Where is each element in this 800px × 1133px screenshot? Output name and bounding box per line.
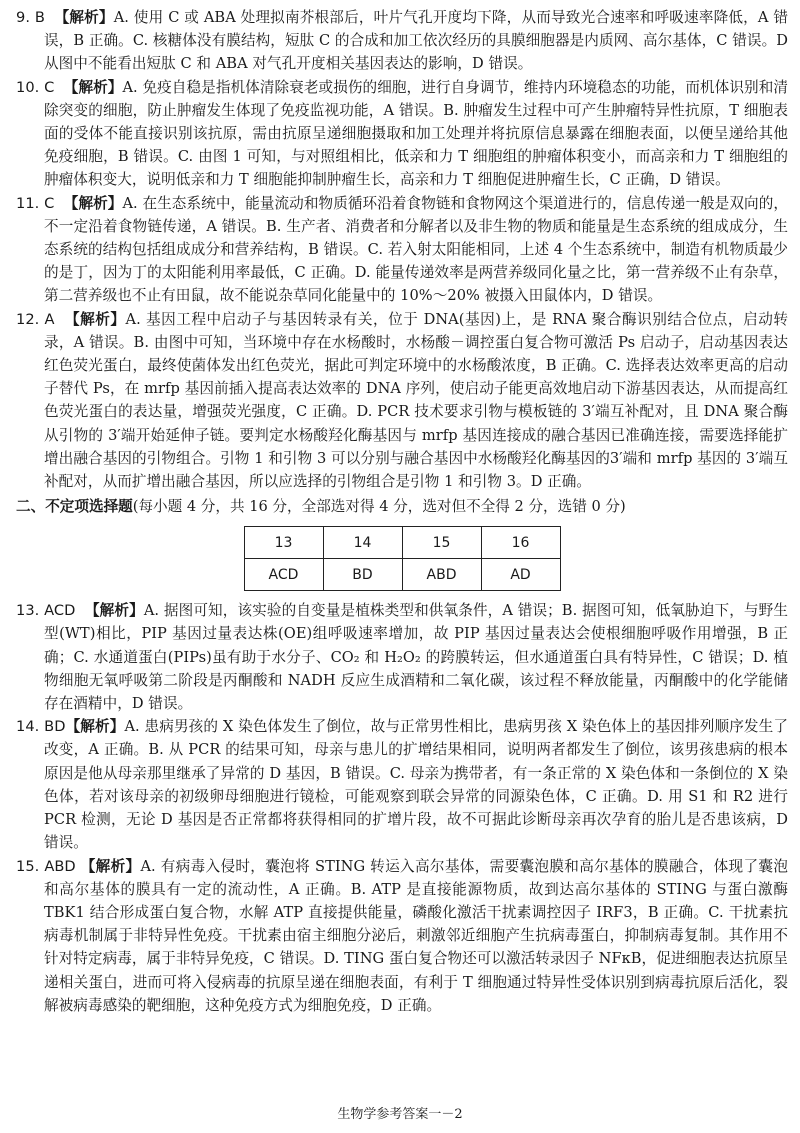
item-number: 12. A — [16, 310, 55, 328]
answer-document — [16, 6, 788, 1017]
section-heading — [16, 495, 788, 518]
analysis-tag: 【解析】 — [80, 857, 141, 875]
analysis-text: A. 在生态系统中，能量流动和物质循环沿着食物链和食物网这个渠道进行的，信息传递一般是双向的，不一定沿着食物链传递，A 错误。B. 生产者、消费者和分解者以及非生物的物质和能量是生态系统的组成成分，生态系统的结构包括组成成分和营养结构，B 错误。C. 若入射太阳能相同，上述 4 个生态系统中，制造有机物质最少的是丁，因为丁的太阳能利用率最低，C 正确。D. 能量传递效率是两营养级同化量之比，第一营养级不止有杂草，第二营养级也不止有田鼠，故不能说杂草同化能量中的 10%～20% 被摄入田鼠体内，D 错误。 — [44, 194, 789, 305]
answer-table-answers-row — [244, 559, 560, 591]
analysis-tag: 【解析】 — [63, 78, 123, 96]
item-number: 11. C — [16, 194, 55, 212]
answer-item-15 — [16, 855, 788, 1017]
analysis-tag: 【解析】 — [64, 310, 126, 328]
analysis-text: A. 免疫自稳是指机体清除衰老或损伤的细胞，进行自身调节，维持内环境稳态的功能，而机体识别和清除突变的细胞，防止肿瘤发生体现了免疫监视功能，A 错误。B. 肿瘤发生过程中可产生肿瘤特异性抗原，T 细胞表面的受体不能直接识别该抗原，需由抗原呈递细胞摄取和加工处理并将抗原信息暴露在细胞表面，以便呈递给其他免疫细胞，B 错误。C. 由图 1 可知，与对照组相比，低亲和力 T 细胞组的肿瘤体积变小，而高亲和力 T 细胞组的肿瘤体积变大，说明低亲和力 T 细胞能抑制肿瘤生长，高亲和力 T 细胞促进肿瘤生长，C 正确，D 错误。 — [44, 78, 789, 189]
item-number: 10. C — [16, 78, 55, 96]
item-number: 13. ACD — [16, 602, 76, 620]
answer-item-11 — [16, 192, 788, 308]
item-number: 15. ABD — [16, 857, 76, 875]
answer-table-cell: ACD — [244, 559, 323, 591]
answer-table — [244, 526, 561, 591]
answer-item-12 — [16, 308, 788, 494]
answer-table-cell: AD — [481, 559, 560, 591]
answer-table-cell: ABD — [402, 559, 481, 591]
analysis-text: A. 据图可知，该实验的自变量是植株类型和供氧条件，A 错误；B. 据图可知，低氧胁迫下，与野生型(WT)相比，PIP 基因过量表达株(OE)组呼吸速率增加，故 PIP 基因过量表达会使根细胞呼吸作用增强，B 正确；C. 水通道蛋白(PIPs)虽有助于水分子、CO₂ 和 H₂O₂ 的跨膜转运，但水通道蛋白具有特异性，C 错误；D. 植物细胞无氧呼吸第二阶段是丙酮酸和 NADH 反应生成酒精和二氧化碳，该过程不释放能量，丙酮酸中的化学能储存在酒精中，D 错误。 — [44, 602, 788, 713]
answer-item-9 — [16, 6, 788, 76]
answer-table-cell: BD — [323, 559, 402, 591]
item-number: 14. BD — [16, 718, 66, 736]
answer-table-cell: 16 — [481, 527, 560, 559]
answer-table-cell: 13 — [244, 527, 323, 559]
analysis-tag: 【解析】 — [84, 602, 144, 620]
answer-table-cell: 15 — [402, 527, 481, 559]
answer-item-14 — [16, 715, 788, 854]
page-footer: 生物学参考答案一－2 — [337, 1107, 463, 1122]
analysis-text: A. 有病毒入侵时，囊泡将 STING 转运入高尔基体，需要囊泡膜和高尔基体的膜融合，体现了囊泡和高尔基体的膜具有一定的流动性，A 正确。B. ATP 是直接能源物质，故到达高尔基体的 STING 与蛋白激酶 TBK1 结合形成蛋白复合物，水解 ATP 直接提供能量，磷酸化激活干扰素调控因子 IRF3，B 正确。C. 干扰素抗病毒机制属于非特异性免疫。干扰素由宿主细胞分泌后，刺激邻近细胞产生抗病毒蛋白，抑制病毒复制。其作用不针对特定病毒，属于非特异免疫，C 错误。D. TING 蛋白复合物还可以激活转录因子 NFκB，促进细胞表达抗原呈递相关蛋白，进而可将入侵病毒的抗原呈递在细胞表面，有利于 T 细胞通过特异性受体识别到病毒抗原后活化，裂解被病毒感染的靶细胞，这种免疫方式为细胞免疫，D 正确。 — [44, 857, 788, 1014]
analysis-tag: 【解析】 — [65, 718, 125, 736]
answer-table-numbers-row — [244, 527, 560, 559]
analysis-text: A. 基因工程中启动子与基因转录有关，位于 DNA(基因)上，是 RNA 聚合酶识别结合位点，启动转录，A 错误。B. 由图中可知，当环境中存在水杨酸时，水杨酸－调控蛋白复合物可激活 Ps 启动子，启动基因表达红色荧光蛋白，最终使菌体发出红色荧光，据此可判定环境中的水杨酸浓度，B 正确。C. 选择表达效率更高的启动子替代 Ps，在 mrfp 基因前插入提高表达效率的 DNA 序列，使启动子能更高效地启动下游基因表达，从而提高红色荧光蛋白的表达量，增强荧光强度，C 正确。D. PCR 技术要求引物与模板链的 3′端互补配对，且 DNA 聚合酶从引物的 3′端开始延伸子链。要判定水杨酸羟化酶基因与 mrfp 基因连接成的融合基因已准确连接，需要选择能扩增出融合基因的引物组合。引物 1 和引物 3 可以分别与融合基因中水杨酸羟化酶基因的3′端和 mrfp 基因的 3′端互补配对，从而扩增出融合基因，所以应选择的引物组合是引物 1 和引物 3。D 正确。 — [44, 310, 788, 491]
answer-item-10 — [16, 76, 788, 192]
analysis-text: A. 患病男孩的 X 染色体发生了倒位，故与正常男性相比，患病男孩 X 染色体上的基因排列顺序发生了改变，A 正确。B. 从 PCR 的结果可知，母亲与患儿的扩增结果相同，说明两者都发生了倒位，该男孩患病的根本原因是他从母亲那里继承了异常的 D 基因，B 错误。C. 母亲为携带者，有一条正常的 X 染色体和一条倒位的 X 染色体，若对该母亲的初级卵母细胞进行镜检，可能观察到联会异常的同源染色体，C 正确。D. 用 S1 和 R2 进行 PCR 检测，无论 D 基因是否正常都将获得相同的扩增片段，故不可据此诊断母亲再次孕育的胎儿是否患该病，D 错误。 — [44, 718, 789, 852]
analysis-tag: 【解析】 — [54, 9, 114, 26]
answer-table-cell: 14 — [323, 527, 402, 559]
analysis-tag: 【解析】 — [63, 194, 123, 212]
section-note: (每小题 4 分，共 16 分，全部选对得 4 分，选对但不全得 2 分，选错 0 分) — [132, 498, 626, 516]
answer-item-13 — [16, 599, 788, 715]
analysis-text: A. 使用 C 或 ABA 处理拟南芥根部后，叶片气孔开度均下降，从而导致光合速率和呼吸速率降低，A 错误，B 正确。C. 核糖体没有膜结构，短肽 C 的合成和加工依次经历的具膜细胞器是内质网、高尔基体，C 错误。D 从图中不能看出短肽 C 和 ABA 对气孔开度相关基因表达的影响，D 错误。 — [44, 9, 788, 73]
section-title: 二、不定项选择题 — [16, 498, 133, 516]
item-number: 9. B — [16, 9, 45, 26]
